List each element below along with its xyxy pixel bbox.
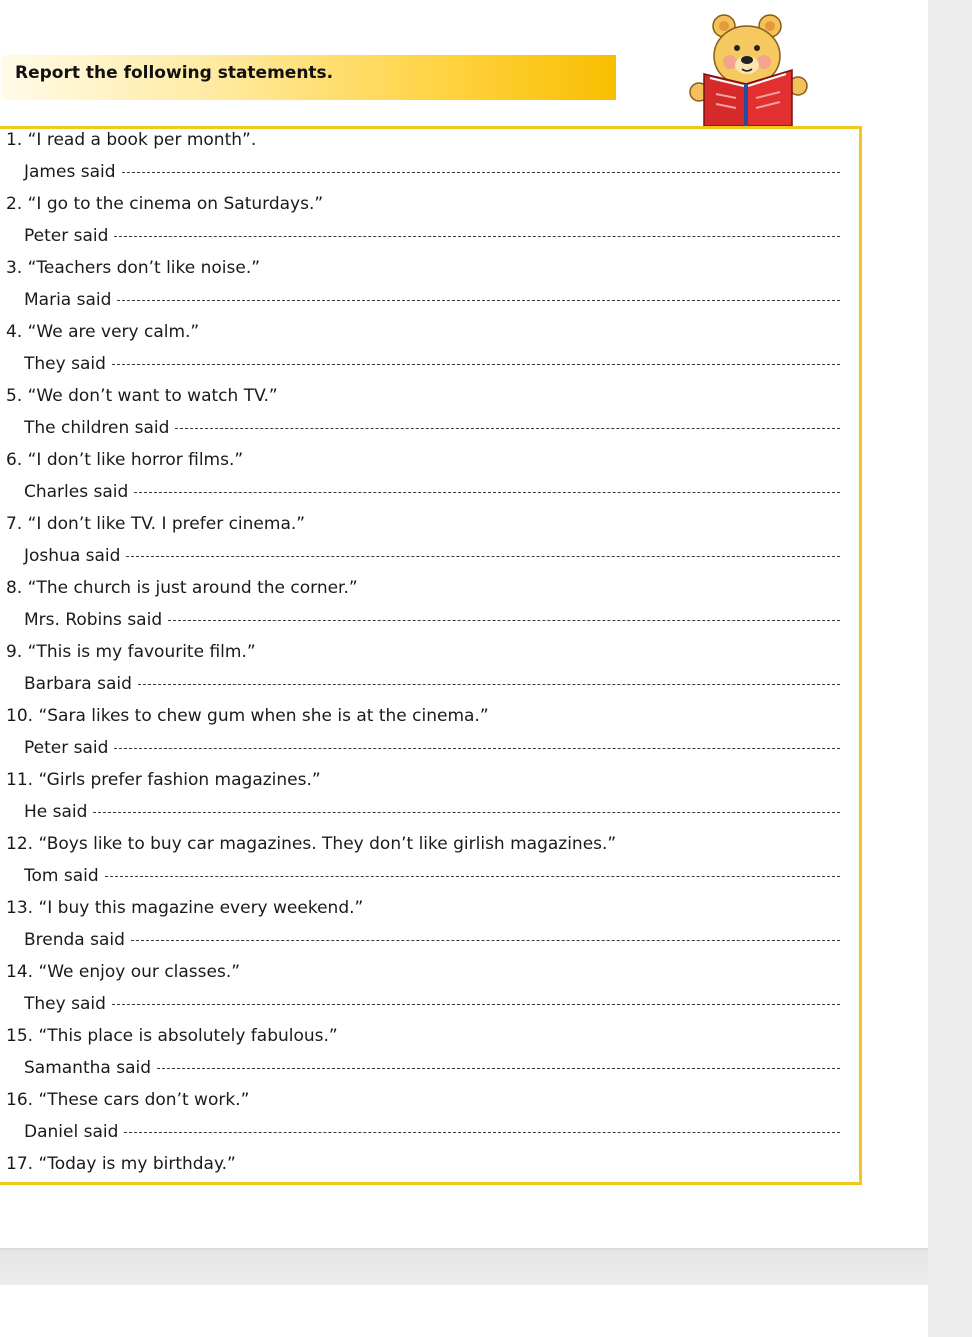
answer-row (24, 482, 840, 502)
statement-text: 4. “We are very calm.” (6, 322, 200, 342)
statement-text: 13. “I buy this magazine every weekend.” (6, 898, 364, 918)
page-bottom-edge (0, 1248, 928, 1285)
answer-row (24, 226, 840, 246)
reporting-clause: Peter said (24, 738, 109, 758)
reporting-clause: Peter said (24, 226, 109, 246)
statement-text: 10. “Sara likes to chew gum when she is at the cinema.” (6, 706, 489, 726)
reporting-clause: Charles said (24, 482, 129, 502)
answer-blank-line[interactable] (175, 428, 840, 429)
answer-row (24, 674, 840, 694)
reporting-clause: Tom said (24, 866, 99, 886)
statement-text: 2. “I go to the cinema on Saturdays.” (6, 194, 324, 214)
answer-row (24, 418, 840, 438)
answer-row (24, 930, 840, 950)
reporting-clause: Daniel said (24, 1122, 119, 1142)
statement-text: 8. “The church is just around the corner.” (6, 578, 358, 598)
statement-text: 15. “This place is absolutely fabulous.” (6, 1026, 338, 1046)
answer-row (24, 546, 840, 566)
answer-blank-line[interactable] (114, 748, 840, 749)
reporting-clause: Barbara said (24, 674, 132, 694)
statement-text: 6. “I don’t like horror films.” (6, 450, 244, 470)
answer-row (24, 866, 840, 886)
statement-text: 12. “Boys like to buy car magazines. They don’t like girlish magazines.” (6, 834, 617, 854)
reporting-clause: Maria said (24, 290, 112, 310)
answer-row (24, 994, 840, 1014)
statement-text: 7. “I don’t like TV. I prefer cinema.” (6, 514, 306, 534)
answer-row (24, 162, 840, 182)
answer-blank-line[interactable] (122, 172, 841, 173)
reporting-clause: Samantha said (24, 1058, 152, 1078)
answer-blank-line[interactable] (168, 620, 840, 621)
statement-text: 11. “Girls prefer fashion magazines.” (6, 770, 321, 790)
statement-text: 16. “These cars don’t work.” (6, 1090, 250, 1110)
answer-row (24, 354, 840, 374)
answer-row (24, 610, 840, 630)
answer-row (24, 802, 840, 822)
reporting-clause: James said (24, 162, 116, 182)
answer-row (24, 1122, 840, 1142)
bear-reading-book-illustration (686, 12, 816, 126)
answer-row (24, 1058, 840, 1078)
answer-blank-line[interactable] (105, 876, 840, 877)
statement-text: 3. “Teachers don’t like noise.” (6, 258, 261, 278)
reporting-clause: He said (24, 802, 88, 822)
reporting-clause: They said (24, 354, 106, 374)
statement-text: 9. “This is my favourite film.” (6, 642, 256, 662)
answer-blank-line[interactable] (117, 300, 840, 301)
answer-blank-line[interactable] (112, 1004, 840, 1005)
next-page-area (0, 1285, 928, 1337)
statement-text: 5. “We don’t want to watch TV.” (6, 386, 278, 406)
answer-blank-line[interactable] (134, 492, 840, 493)
reporting-clause: Brenda said (24, 930, 125, 950)
statement-text: 1. “I read a book per month”. (6, 130, 257, 150)
answer-blank-line[interactable] (126, 556, 840, 557)
answer-blank-line[interactable] (138, 684, 840, 685)
answer-row (24, 290, 840, 310)
instruction-title: Report the following statements. (15, 63, 334, 83)
reporting-clause: Mrs. Robins said (24, 610, 163, 630)
reporting-clause: They said (24, 994, 106, 1014)
page-side-margin (928, 0, 972, 1337)
answer-blank-line[interactable] (131, 940, 840, 941)
reporting-clause: The children said (24, 418, 170, 438)
answer-blank-line[interactable] (112, 364, 840, 365)
answer-blank-line[interactable] (124, 1132, 840, 1133)
answer-blank-line[interactable] (93, 812, 840, 813)
answer-row (24, 738, 840, 758)
answer-blank-line[interactable] (114, 236, 840, 237)
instruction-banner (2, 55, 616, 100)
answer-blank-line[interactable] (157, 1068, 840, 1069)
statement-text: 14. “We enjoy our classes.” (6, 962, 241, 982)
reporting-clause: Joshua said (24, 546, 121, 566)
statement-text: 17. “Today is my birthday.” (6, 1154, 236, 1174)
